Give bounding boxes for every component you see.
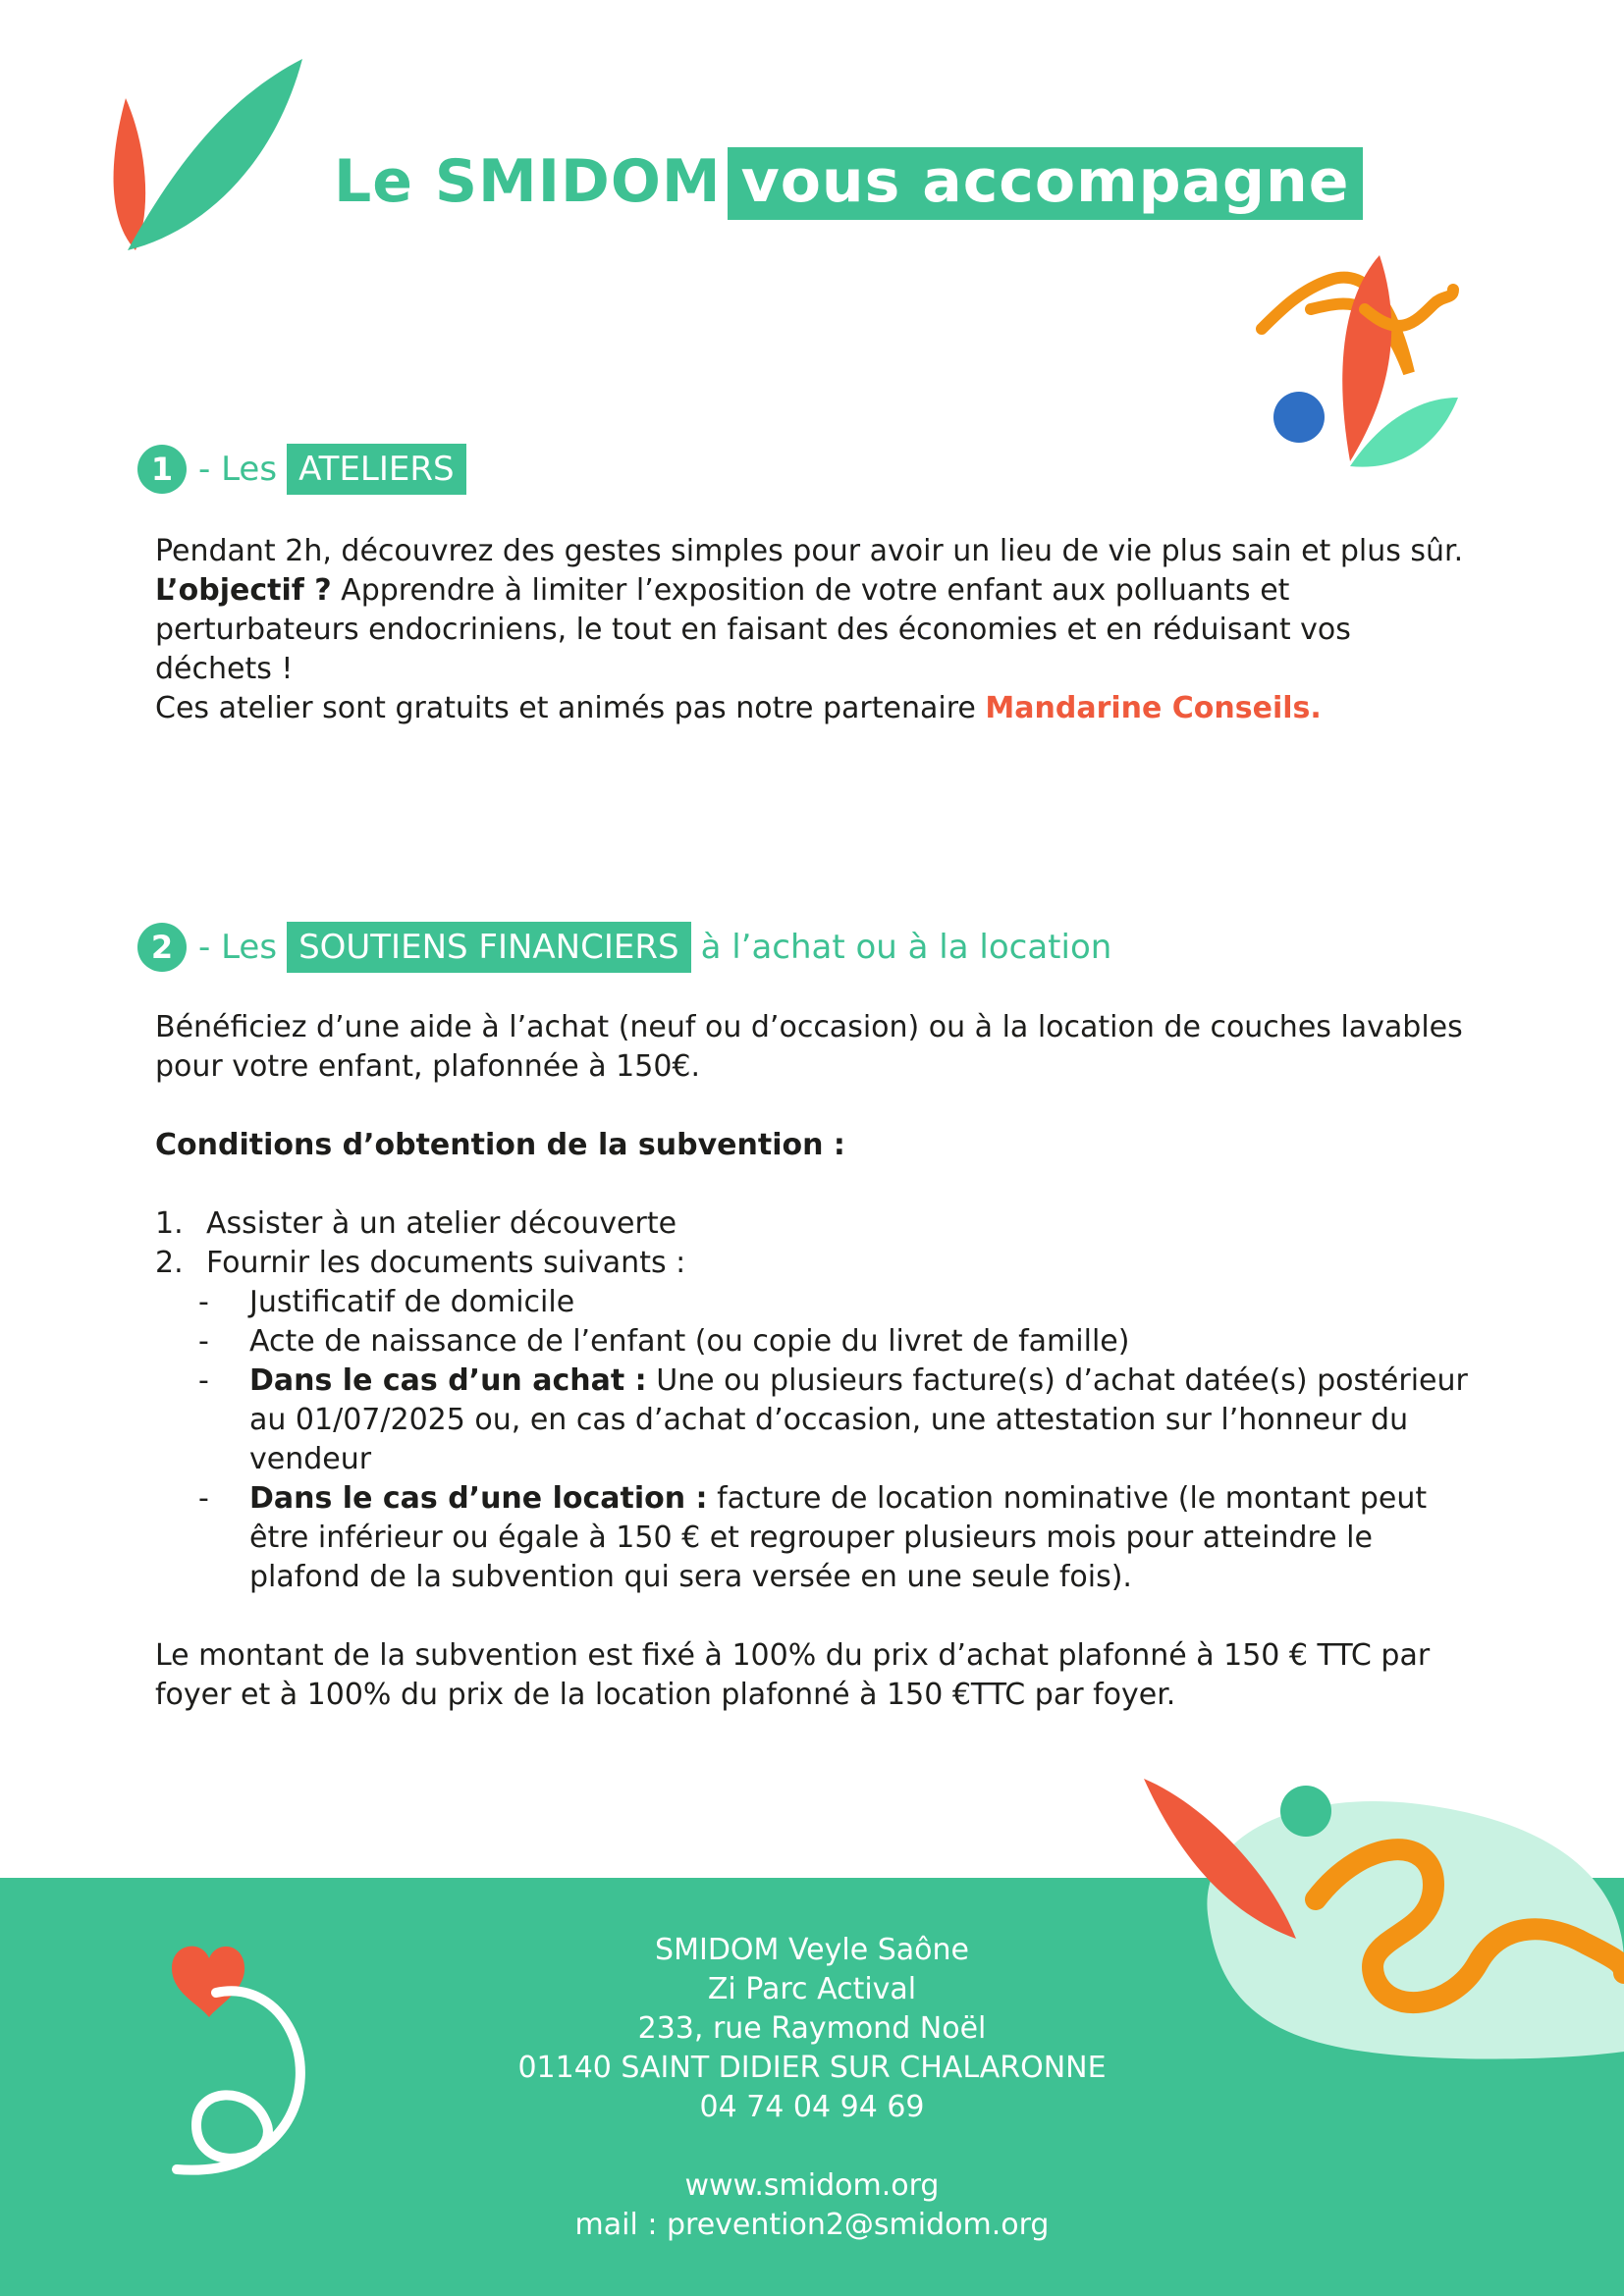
heart-squiggle-icon	[157, 1939, 324, 2184]
closing-paragraph: Le montant de la subvention est fixé à 100% du prix d’achat plafonné à 150 € TTC par foyer et à 100% du prix de la location plafonné à 150 €TTC par foyer.	[155, 1638, 1431, 1712]
list-item	[198, 1322, 1471, 1362]
list-item-text: Fournir les documents suivants :	[206, 1246, 686, 1280]
list-marker: -	[198, 1285, 209, 1319]
title-highlight: vous accompagne	[728, 147, 1364, 220]
section-number-badge: 2	[137, 923, 187, 972]
partner-name: Mandarine Conseils.	[985, 691, 1322, 725]
steps-list	[155, 1204, 1471, 1283]
list-item	[198, 1479, 1471, 1597]
section-2-prefix: - Les	[198, 928, 278, 967]
top-left-leaves-icon	[88, 54, 314, 260]
list-marker: -	[198, 1324, 209, 1359]
section-2-body	[155, 1008, 1471, 1715]
partner-intro: Ces atelier sont gratuits et animés pas notre partenaire	[155, 691, 986, 725]
section-2-suffix: à l’achat ou à la location	[700, 928, 1112, 967]
list-item	[198, 1283, 1471, 1322]
objective-paragraph	[155, 571, 1471, 689]
street-address: 233, rue Raymond Noël	[637, 2011, 987, 2046]
section-1-highlight: ATELIERS	[287, 444, 466, 495]
objective-text: Apprendre à limiter l’exposition de votre enfant aux polluants et perturbateurs endocriniens, le tout en faisant des économies et en réduisant vos déchets !	[155, 573, 1351, 686]
section-1-paragraph: Pendant 2h, découvrez des gestes simples pour avoir un lieu de vie plus sain et plus sûr.	[155, 534, 1464, 568]
list-item-text: Assister à un atelier découverte	[206, 1206, 677, 1241]
objective-label: L’objectif ?	[155, 573, 332, 608]
website-link[interactable]: www.smidom.org	[684, 2168, 940, 2203]
title-prefix: Le SMIDOM	[334, 147, 722, 216]
intro-paragraph: Bénéficiez d’une aide à l’achat (neuf ou d’occasion) ou à la location de couches lavables pour votre enfant, plafonnée à 150€.	[155, 1010, 1463, 1084]
list-item-text: Une ou plusieurs facture(s) d’achat datée(s) postérieur au 01/07/2025 ou, en cas d’achat d’occasion, une attestation sur l’honneur du vendeur	[249, 1363, 1468, 1476]
list-item	[155, 1244, 1471, 1283]
email-link[interactable]: mail : prevention2@smidom.org	[574, 2208, 1050, 2242]
list-item-text: Justificatif de domicile	[249, 1285, 575, 1319]
footer-contact	[370, 1931, 1254, 2245]
list-item-bold: Dans le cas d’un achat :	[249, 1363, 647, 1398]
documents-list	[198, 1283, 1471, 1597]
list-item	[155, 1204, 1471, 1244]
section-1-heading	[137, 444, 476, 495]
org-name: SMIDOM Veyle Saône	[655, 1933, 969, 1967]
list-marker: -	[198, 1363, 209, 1398]
address-line: Zi Parc Actival	[707, 1972, 917, 2006]
list-item	[198, 1362, 1471, 1479]
list-item-text: Acte de naissance de l’enfant (ou copie du livret de famille)	[249, 1324, 1130, 1359]
list-marker: -	[198, 1481, 209, 1516]
conditions-title: Conditions d’obtention de la subvention :	[155, 1128, 845, 1162]
city-address: 01140 SAINT DIDIER SUR CHALARONNE	[517, 2051, 1107, 2085]
list-item-text: facture de location nominative (le montant peut être inférieur ou égale à 150 € et regrouper plusieurs mois pour atteindre le plafond de la subvention qui sera versée en une seule fois).	[249, 1481, 1428, 1594]
list-item-bold: Dans le cas d’une location :	[249, 1481, 708, 1516]
section-1-body	[155, 532, 1471, 728]
section-1-prefix: - Les	[198, 450, 278, 489]
section-2-highlight: SOUTIENS FINANCIERS	[287, 922, 691, 973]
section-2-heading	[137, 922, 1111, 973]
page-title	[334, 147, 1363, 216]
phone-number: 04 74 04 94 69	[699, 2090, 925, 2124]
list-marker: 2.	[155, 1246, 184, 1280]
list-marker: 1.	[155, 1206, 184, 1241]
section-number-badge: 1	[137, 445, 187, 494]
top-right-decoration-icon	[1242, 250, 1468, 481]
partner-paragraph	[155, 689, 1471, 728]
